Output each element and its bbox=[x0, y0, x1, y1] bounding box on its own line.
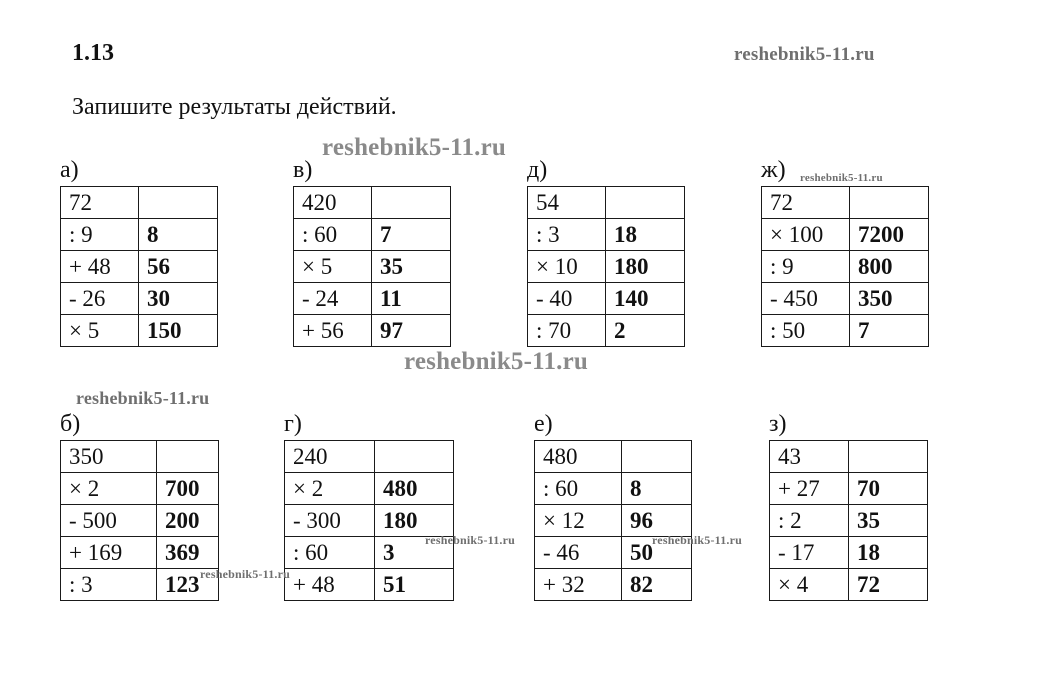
table-row bbox=[294, 283, 451, 315]
result-cell: 18 bbox=[849, 537, 928, 569]
operation-cell: : 9 bbox=[61, 219, 139, 251]
table-row bbox=[285, 569, 454, 601]
table-row bbox=[285, 441, 454, 473]
operation-cell: : 9 bbox=[762, 251, 850, 283]
result-cell: 30 bbox=[139, 283, 218, 315]
watermark-text: reshebnik5-11.ru bbox=[322, 134, 507, 161]
table-row bbox=[528, 187, 685, 219]
result-cell: 8 bbox=[139, 219, 218, 251]
table-row bbox=[535, 473, 692, 505]
panel-d bbox=[527, 157, 685, 347]
result-cell: 180 bbox=[375, 505, 454, 537]
result-cell: 51 bbox=[375, 569, 454, 601]
table-row bbox=[294, 187, 451, 219]
panel-v bbox=[293, 157, 451, 347]
operation-cell: : 70 bbox=[528, 315, 606, 347]
operation-cell: × 100 bbox=[762, 219, 850, 251]
panel-label: а) bbox=[60, 157, 79, 183]
result-cell: 70 bbox=[849, 473, 928, 505]
panel-label: з) bbox=[769, 411, 787, 437]
result-cell: 97 bbox=[372, 315, 451, 347]
table-row bbox=[294, 219, 451, 251]
watermark-text: reshebnik5-11.ru bbox=[734, 44, 875, 65]
table-row bbox=[528, 315, 685, 347]
operation-cell: - 46 bbox=[535, 537, 622, 569]
table-row bbox=[535, 569, 692, 601]
table-row bbox=[61, 505, 219, 537]
result-cell: 35 bbox=[372, 251, 451, 283]
table-row bbox=[285, 505, 454, 537]
result-cell: 82 bbox=[622, 569, 692, 601]
result-cell: 180 bbox=[606, 251, 685, 283]
operation-cell: × 2 bbox=[61, 473, 157, 505]
table-row bbox=[762, 283, 929, 315]
panel-label: ж) bbox=[761, 157, 786, 183]
start-value: 240 bbox=[285, 441, 375, 473]
table-row bbox=[61, 187, 218, 219]
watermark-text: reshebnik5-11.ru bbox=[76, 388, 210, 408]
watermark-text: reshebnik5-11.ru bbox=[200, 567, 290, 581]
panel-b bbox=[60, 411, 219, 601]
operation-cell: × 2 bbox=[285, 473, 375, 505]
operation-cell: - 40 bbox=[528, 283, 606, 315]
operation-cell: + 48 bbox=[61, 251, 139, 283]
operation-cell: - 17 bbox=[770, 537, 849, 569]
table-row bbox=[535, 441, 692, 473]
result-cell bbox=[849, 441, 928, 473]
operations-table bbox=[769, 440, 928, 601]
watermark-text: reshebnik5-11.ru bbox=[652, 533, 742, 547]
operation-cell: : 2 bbox=[770, 505, 849, 537]
result-cell: 72 bbox=[849, 569, 928, 601]
task-number: 1.13 bbox=[72, 40, 114, 66]
operation-cell: + 56 bbox=[294, 315, 372, 347]
result-cell: 140 bbox=[606, 283, 685, 315]
table-row bbox=[770, 537, 928, 569]
panel-g bbox=[284, 411, 454, 601]
operation-cell: - 26 bbox=[61, 283, 139, 315]
result-cell: 56 bbox=[139, 251, 218, 283]
result-cell: 2 bbox=[606, 315, 685, 347]
result-cell: 200 bbox=[157, 505, 219, 537]
panel-label: в) bbox=[293, 157, 313, 183]
table-row bbox=[294, 315, 451, 347]
result-cell bbox=[375, 441, 454, 473]
operation-cell: : 60 bbox=[294, 219, 372, 251]
table-row bbox=[770, 441, 928, 473]
table-row bbox=[61, 251, 218, 283]
operation-cell: - 300 bbox=[285, 505, 375, 537]
table-row bbox=[535, 505, 692, 537]
start-value: 480 bbox=[535, 441, 622, 473]
table-row bbox=[762, 251, 929, 283]
watermark-text: reshebnik5-11.ru bbox=[425, 533, 515, 547]
table-row bbox=[762, 219, 929, 251]
operation-cell: : 50 bbox=[762, 315, 850, 347]
start-value: 54 bbox=[528, 187, 606, 219]
result-cell bbox=[622, 441, 692, 473]
operation-cell: + 27 bbox=[770, 473, 849, 505]
operation-cell: : 3 bbox=[528, 219, 606, 251]
table-row bbox=[762, 315, 929, 347]
result-cell: 369 bbox=[157, 537, 219, 569]
task-instruction: Запишите результаты действий. bbox=[72, 94, 397, 120]
panel-label: г) bbox=[284, 411, 302, 437]
operation-cell: × 10 bbox=[528, 251, 606, 283]
operations-table bbox=[60, 440, 219, 601]
table-row bbox=[61, 283, 218, 315]
table-row bbox=[294, 251, 451, 283]
start-value: 350 bbox=[61, 441, 157, 473]
table-row bbox=[528, 251, 685, 283]
result-cell bbox=[139, 187, 218, 219]
panel-e bbox=[534, 411, 692, 601]
panel-label: д) bbox=[527, 157, 548, 183]
table-row bbox=[61, 569, 219, 601]
result-cell: 123 bbox=[157, 569, 219, 601]
start-value: 43 bbox=[770, 441, 849, 473]
panel-a bbox=[60, 157, 218, 347]
operation-cell: : 60 bbox=[285, 537, 375, 569]
table-row bbox=[61, 219, 218, 251]
result-cell: 11 bbox=[372, 283, 451, 315]
operations-table bbox=[284, 440, 454, 601]
result-cell: 3 bbox=[375, 537, 454, 569]
result-cell: 18 bbox=[606, 219, 685, 251]
operation-cell: + 169 bbox=[61, 537, 157, 569]
result-cell: 50 bbox=[622, 537, 692, 569]
operation-cell: : 60 bbox=[535, 473, 622, 505]
result-cell: 96 bbox=[622, 505, 692, 537]
operation-cell: × 12 bbox=[535, 505, 622, 537]
result-cell: 7200 bbox=[850, 219, 929, 251]
table-row bbox=[528, 219, 685, 251]
result-cell bbox=[372, 187, 451, 219]
table-row bbox=[528, 283, 685, 315]
operations-table bbox=[60, 186, 218, 347]
operation-cell: + 48 bbox=[285, 569, 375, 601]
result-cell bbox=[157, 441, 219, 473]
operation-cell: : 3 bbox=[61, 569, 157, 601]
result-cell: 480 bbox=[375, 473, 454, 505]
table-row bbox=[285, 473, 454, 505]
result-cell: 7 bbox=[372, 219, 451, 251]
operation-cell: × 5 bbox=[294, 251, 372, 283]
result-cell: 35 bbox=[849, 505, 928, 537]
operations-table bbox=[534, 440, 692, 601]
operations-table bbox=[293, 186, 451, 347]
result-cell: 150 bbox=[139, 315, 218, 347]
table-row bbox=[762, 187, 929, 219]
watermark-text: reshebnik5-11.ru bbox=[404, 348, 589, 375]
operation-cell: - 24 bbox=[294, 283, 372, 315]
result-cell bbox=[606, 187, 685, 219]
operation-cell: - 450 bbox=[762, 283, 850, 315]
panel-label: б) bbox=[60, 411, 81, 437]
table-row bbox=[61, 315, 218, 347]
panel-label: е) bbox=[534, 411, 553, 437]
start-value: 72 bbox=[762, 187, 850, 219]
result-cell: 7 bbox=[850, 315, 929, 347]
table-row bbox=[61, 473, 219, 505]
table-row bbox=[770, 473, 928, 505]
panel-z bbox=[769, 411, 928, 601]
operation-cell: × 4 bbox=[770, 569, 849, 601]
result-cell: 700 bbox=[157, 473, 219, 505]
result-cell: 350 bbox=[850, 283, 929, 315]
table-row bbox=[770, 569, 928, 601]
operation-cell: + 32 bbox=[535, 569, 622, 601]
start-value: 420 bbox=[294, 187, 372, 219]
operations-table bbox=[527, 186, 685, 347]
table-row bbox=[61, 441, 219, 473]
result-cell: 800 bbox=[850, 251, 929, 283]
operation-cell: - 500 bbox=[61, 505, 157, 537]
watermark-text: reshebnik5-11.ru bbox=[800, 172, 883, 184]
start-value: 72 bbox=[61, 187, 139, 219]
table-row bbox=[61, 537, 219, 569]
result-cell bbox=[850, 187, 929, 219]
table-row bbox=[770, 505, 928, 537]
operations-table bbox=[761, 186, 929, 347]
operation-cell: × 5 bbox=[61, 315, 139, 347]
result-cell: 8 bbox=[622, 473, 692, 505]
